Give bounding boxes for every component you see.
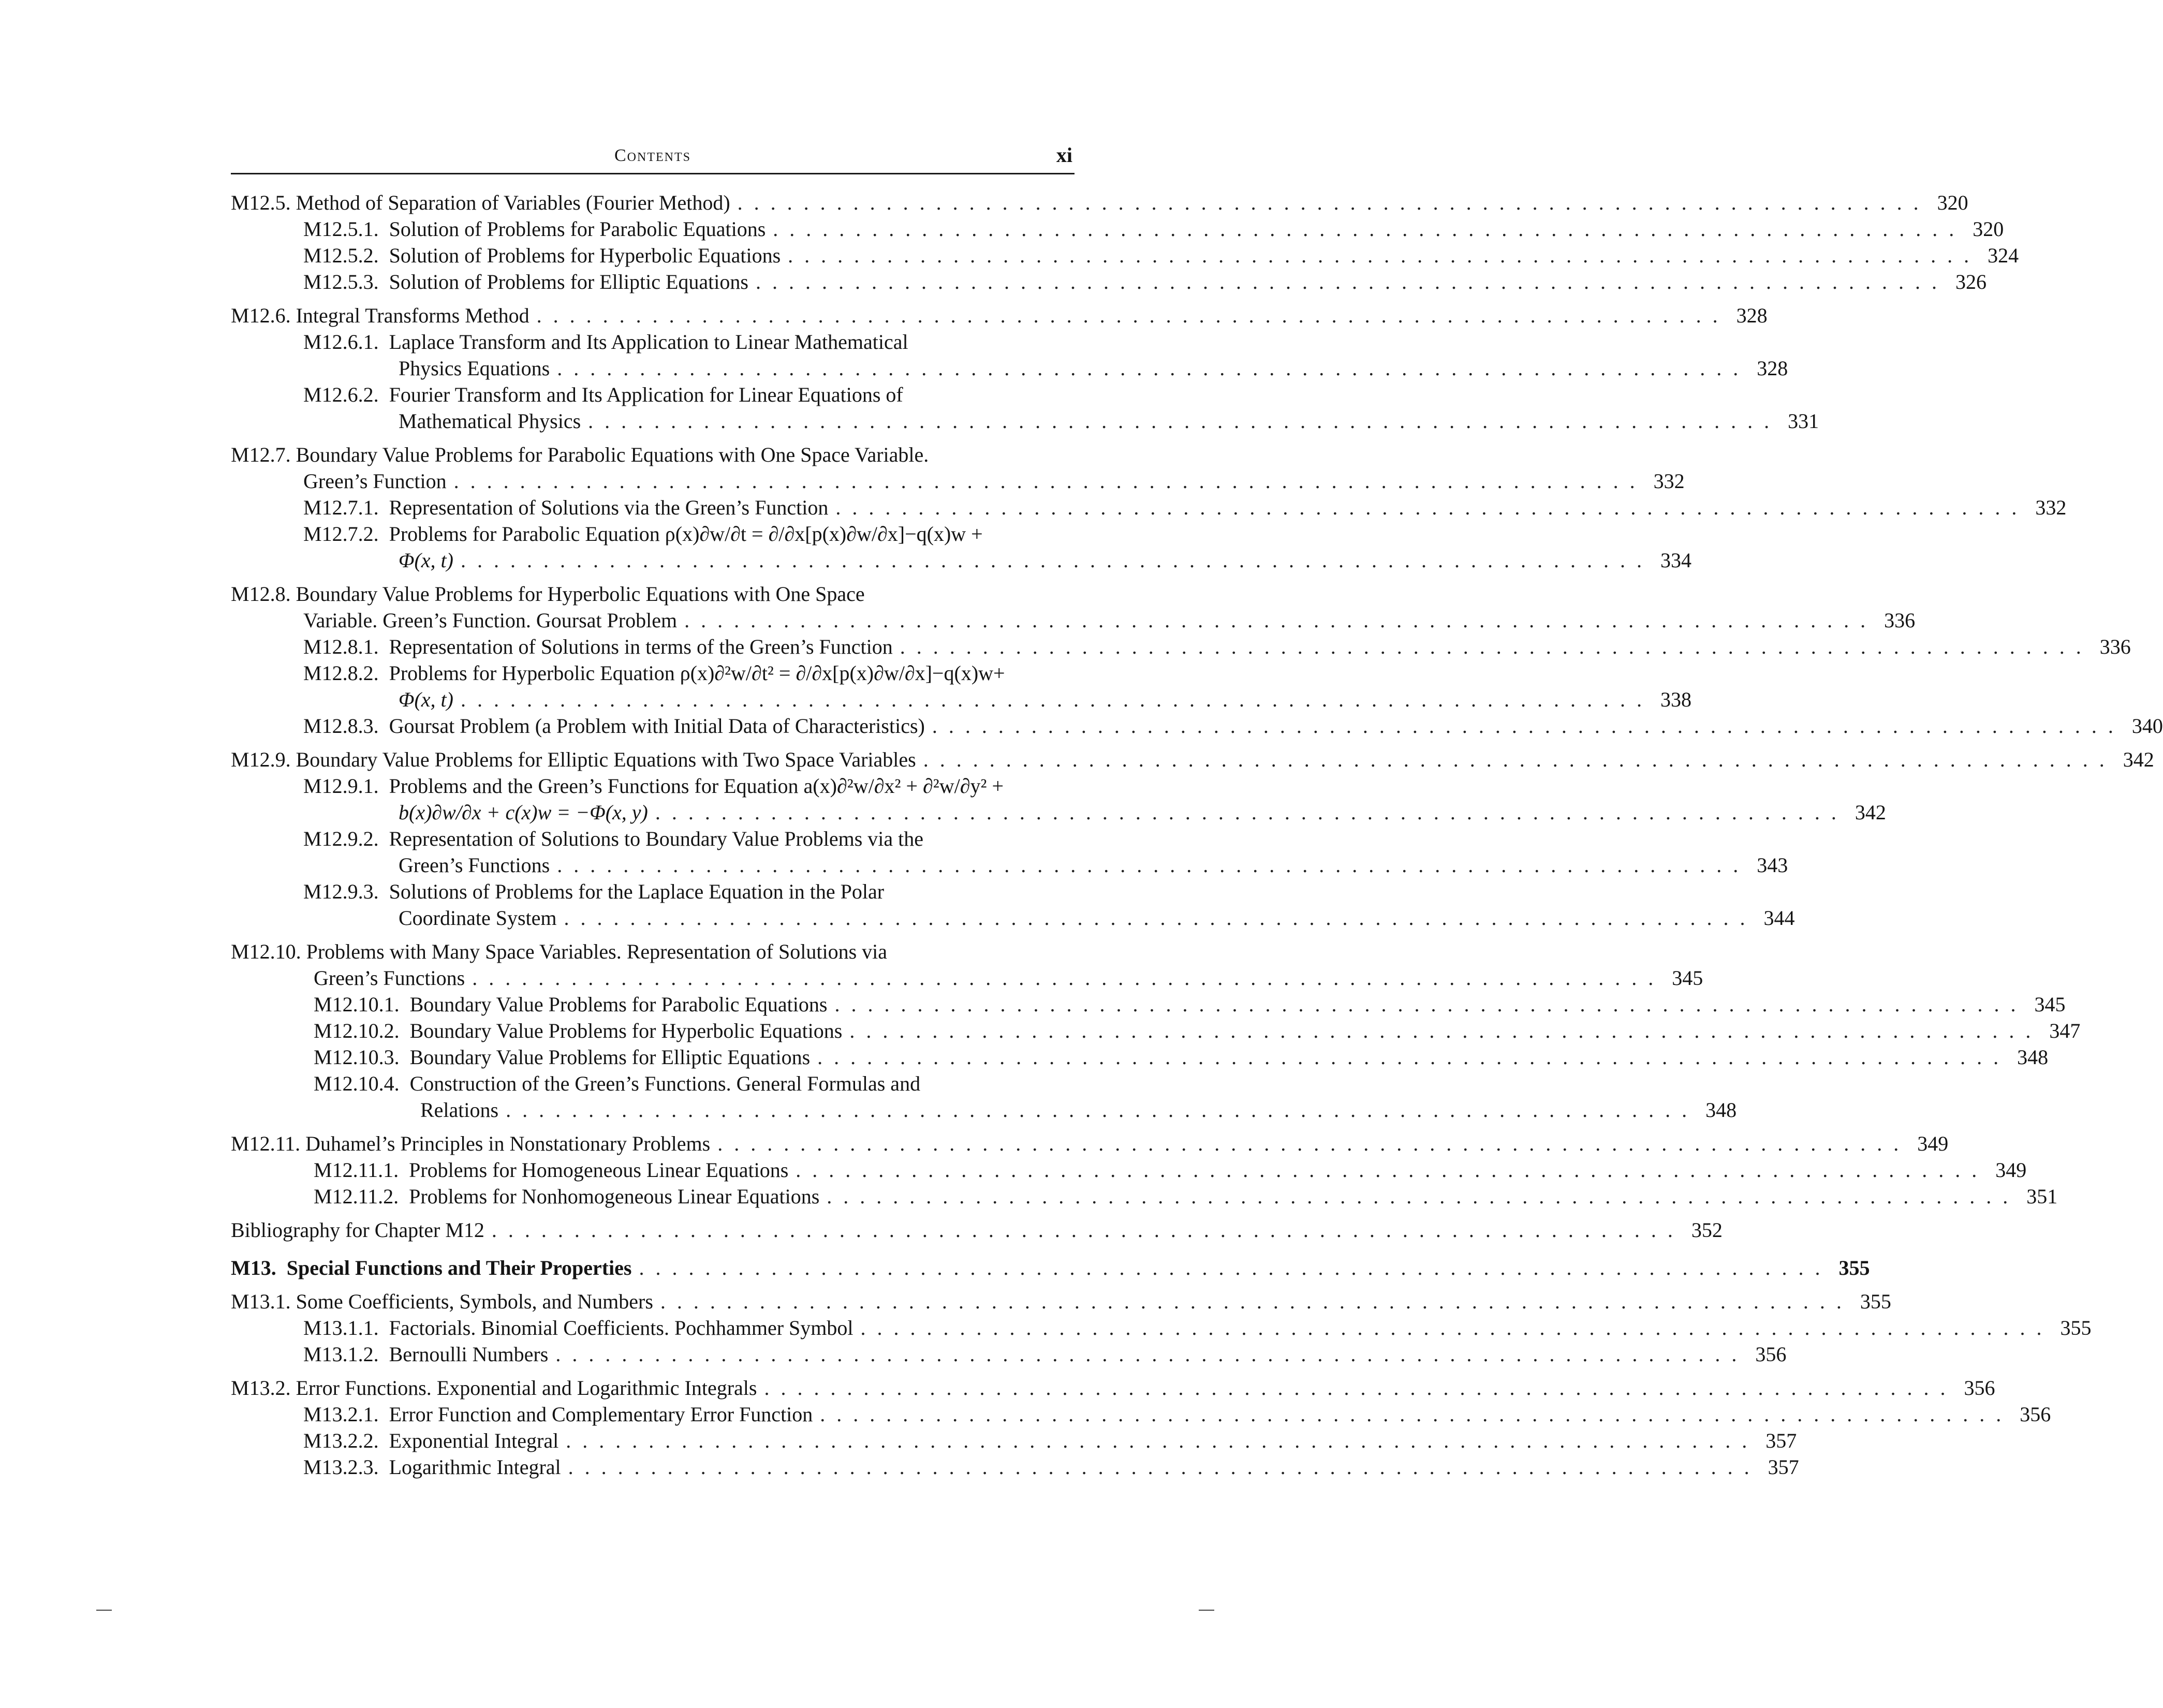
dot-leader: . . . . . . . . . . . . . . . . . . . . . . . . . . . . . . . . . . . . . . . . . . . . . . . . . . . . . . . . . . . . . . . . . . . . . . . . bbox=[755, 270, 1940, 293]
toc-entry-subsection[interactable] bbox=[231, 1341, 1787, 1367]
dot-leader: . . . . . . . . . . . . . . . . . . . . . . . . . . . . . . . . . . . . . . . . . . . . . . . . . . . . . . . . . . . . . . . . . . . . . . . . bbox=[460, 549, 1645, 572]
entry-page: 320 bbox=[1973, 217, 2004, 241]
entry-title: Special Functions and Their Properties bbox=[286, 1256, 632, 1279]
dot-leader: . . . . . . . . . . . . . . . . . . . . . . . . . . . . . . . . . . . . . . . . . . . . . . . . . . . . . . . . . . . . . . . . . . . . . . . . bbox=[588, 409, 1773, 433]
dot-leader: . . . . . . . . . . . . . . . . . . . . . . . . . . . . . . . . . . . . . . . . . . . . . . . . . . . . . . . . . . . . . . . . . . . . . . . . bbox=[566, 1429, 1750, 1452]
dot-leader: . . . . . . . . . . . . . . . . . . . . . . . . . . . . . . . . . . . . . . . . . . . . . . . . . . . . . . . . . . . . . . . . . . . . . . . . bbox=[472, 966, 1657, 990]
toc-entry-section[interactable] bbox=[231, 441, 1685, 494]
entry-page: 336 bbox=[1884, 609, 1916, 632]
entry-title: Solutions of Problems for the Laplace Equation in the Polar bbox=[389, 880, 885, 903]
entry-title: Boundary Value Problems for Hyperbolic Equations with One Space bbox=[296, 582, 865, 606]
entry-title: Bibliography for Chapter M12 bbox=[231, 1218, 484, 1242]
entry-page: 338 bbox=[1660, 688, 1691, 711]
entry-number: M13.2.1. bbox=[303, 1403, 379, 1426]
dot-leader: . . . . . . . . . . . . . . . . . . . . . . . . . . . . . . . . . . . . . . . . . . . . . . . . . . . . . . . . . . . . . . . . . . . . . . . . bbox=[834, 993, 2019, 1016]
entry-number: M12.8. bbox=[231, 582, 291, 606]
entry-page: 355 bbox=[2060, 1316, 2092, 1339]
entry-number: M12.8.2. bbox=[303, 661, 379, 685]
entry-number: M12.7.1. bbox=[303, 496, 379, 519]
dot-leader: . . . . . . . . . . . . . . . . . . . . . . . . . . . . . . . . . . . . . . . . . . . . . . . . . . . . . . . . . . . . . . . . . . . . . . . . bbox=[660, 1290, 1845, 1313]
entry-page: 345 bbox=[2034, 993, 2066, 1016]
entry-title: Logarithmic Integral bbox=[389, 1455, 561, 1479]
toc-entry-subsection[interactable] bbox=[231, 773, 1886, 826]
entry-page: 355 bbox=[1838, 1256, 1870, 1279]
entry-title: Goursat Problem (a Problem with Initial Data of Characteristics) bbox=[389, 714, 925, 738]
toc-entry-subsection[interactable] bbox=[231, 1018, 2081, 1044]
entry-title-continued: Physics Equations bbox=[399, 357, 550, 380]
toc-entry-subsection[interactable] bbox=[231, 521, 1691, 573]
dot-leader: . . . . . . . . . . . . . . . . . . . . . . . . . . . . . . . . . . . . . . . . . . . . . . . . . . . . . . . . . . . . . . . . . . . . . . . . bbox=[557, 357, 1742, 380]
table-of-contents bbox=[231, 189, 2163, 1480]
dot-leader: . . . . . . . . . . . . . . . . . . . . . . . . . . . . . . . . . . . . . . . . . . . . . . . . . . . . . . . . . . . . . . . . . . . . . . . . bbox=[460, 688, 1645, 711]
entry-title: Boundary Value Problems for Parabolic Equations bbox=[409, 993, 828, 1016]
dot-leader: . . . . . . . . . . . . . . . . . . . . . . . . . . . . . . . . . . . . . . . . . . . . . . . . . . . . . . . . . . . . . . . . . . . . . . . . bbox=[923, 748, 2108, 771]
dot-leader: . . . . . . . . . . . . . . . . . . . . . . . . . . . . . . . . . . . . . . . . . . . . . . . . . . . . . . . . . . . . . . . . . . . . . . . . bbox=[835, 496, 2020, 519]
toc-entry-subsection[interactable] bbox=[231, 878, 1795, 931]
entry-page: 343 bbox=[1757, 853, 1788, 877]
toc-entry-subsection[interactable] bbox=[231, 1401, 2051, 1427]
entry-page: 332 bbox=[2035, 496, 2067, 519]
entry-number: M12.9.1. bbox=[303, 774, 379, 798]
entry-page: 357 bbox=[1768, 1455, 1799, 1479]
entry-number: M12.6.2. bbox=[303, 383, 379, 406]
entry-number: M12.11. bbox=[231, 1132, 301, 1155]
toc-entry-subsection[interactable] bbox=[231, 826, 1788, 878]
entry-number: M12.5.2. bbox=[303, 244, 379, 267]
toc-entry-subsection[interactable] bbox=[231, 1427, 1797, 1454]
entry-title: Solution of Problems for Elliptic Equations bbox=[389, 270, 748, 293]
dot-leader: . . . . . . . . . . . . . . . . . . . . . . . . . . . . . . . . . . . . . . . . . . . . . . . . . . . . . . . . . . . . . . . . . . . . . . . . bbox=[536, 304, 1721, 327]
toc-entry-subsection[interactable] bbox=[231, 216, 2004, 242]
entry-page: 357 bbox=[1765, 1429, 1797, 1452]
running-head-title: Contents bbox=[614, 146, 691, 165]
entry-title: Exponential Integral bbox=[389, 1429, 559, 1452]
dot-leader: . . . . . . . . . . . . . . . . . . . . . . . . . . . . . . . . . . . . . . . . . . . . . . . . . . . . . . . . . . . . . . . . . . . . . . . . bbox=[817, 1046, 2002, 1069]
entry-title: Fourier Transform and Its Application for Linear Equations of bbox=[389, 383, 903, 406]
entry-number: M12.9. bbox=[231, 748, 291, 771]
dot-leader: . . . . . . . . . . . . . . . . . . . . . . . . . . . . . . . . . . . . . . . . . . . . . . . . . . . . . . . . . . . . . . . . . . . . . . . . bbox=[764, 1376, 1949, 1400]
entry-title: Representation of Solutions in terms of the Green’s Function bbox=[389, 635, 893, 658]
entry-title: Problems for Nonhomogeneous Linear Equations bbox=[409, 1185, 820, 1208]
dot-leader: . . . . . . . . . . . . . . . . . . . . . . . . . . . . . . . . . . . . . . . . . . . . . . . . . . . . . . . . . . . . . . . . . . . . . . . . bbox=[639, 1256, 1823, 1279]
entry-number: M12.6. bbox=[231, 304, 291, 327]
toc-entry-subsection[interactable] bbox=[231, 242, 2019, 269]
toc-entry-chapter[interactable] bbox=[231, 1255, 1870, 1281]
dot-leader: . . . . . . . . . . . . . . . . . . . . . . . . . . . . . . . . . . . . . . . . . . . . . . . . . . . . . . . . . . . . . . . . . . . . . . . . bbox=[491, 1218, 1676, 1242]
entry-title: Boundary Value Problems for Elliptic Equations with Two Space Variables bbox=[296, 748, 916, 771]
dot-leader: . . . . . . . . . . . . . . . . . . . . . . . . . . . . . . . . . . . . . . . . . . . . . . . . . . . . . . . . . . . . . . . . . . . . . . . . bbox=[506, 1098, 1690, 1122]
toc-entry-subsection[interactable] bbox=[231, 1315, 2092, 1341]
entry-number: M12.10.2. bbox=[314, 1019, 400, 1042]
crop-mark-right bbox=[1199, 1610, 1214, 1611]
entry-title: Error Function and Complementary Error Function bbox=[389, 1403, 813, 1426]
toc-entry-section[interactable] bbox=[231, 302, 1768, 329]
entry-title-continued: Coordinate System bbox=[399, 906, 557, 930]
entry-page: 336 bbox=[2099, 635, 2131, 658]
entry-title: Boundary Value Problems for Parabolic Equations with One Space Variable. bbox=[296, 443, 929, 466]
entry-page: 320 bbox=[1937, 191, 1968, 214]
toc-entry-section[interactable] bbox=[231, 1288, 1891, 1315]
crop-mark-left bbox=[96, 1610, 112, 1611]
entry-number: M13.2.3. bbox=[303, 1455, 379, 1479]
entry-number: M13. bbox=[231, 1256, 276, 1279]
entry-page: 342 bbox=[1855, 801, 1886, 824]
toc-entry-subsection[interactable] bbox=[231, 269, 1987, 295]
entry-title: Error Functions. Exponential and Logarithmic Integrals bbox=[296, 1376, 757, 1400]
entry-number: M12.5. bbox=[231, 191, 291, 214]
entry-number: M12.6.1. bbox=[303, 330, 379, 354]
entry-title: Duhamel’s Principles in Nonstationary Problems bbox=[305, 1132, 711, 1155]
toc-entry-section[interactable] bbox=[231, 189, 1968, 216]
toc-entry-subsection[interactable] bbox=[231, 494, 2067, 521]
entry-number: M12.7. bbox=[231, 443, 291, 466]
toc-entry-section[interactable] bbox=[231, 581, 1916, 634]
entry-page: 349 bbox=[1917, 1132, 1949, 1155]
entry-number: M12.5.1. bbox=[303, 217, 379, 241]
toc-entry-subsection[interactable] bbox=[231, 1183, 2058, 1210]
dot-leader: . . . . . . . . . . . . . . . . . . . . . . . . . . . . . . . . . . . . . . . . . . . . . . . . . . . . . . . . . . . . . . . . . . . . . . . . bbox=[557, 853, 1742, 877]
page-header bbox=[231, 140, 1075, 174]
entry-title: Problems for Hyperbolic Equation ρ(x)∂²w/∂t² = ∂/∂x[p(x)∂w/∂x]−q(x)w+ bbox=[389, 661, 1005, 685]
toc-entry-bibliography[interactable] bbox=[231, 1217, 1723, 1243]
entry-title-continued: Mathematical Physics bbox=[399, 409, 581, 433]
entry-page: 334 bbox=[1660, 549, 1691, 572]
toc-entry-subsection[interactable] bbox=[231, 991, 2066, 1018]
toc-entry-section[interactable] bbox=[231, 938, 1703, 991]
entry-title-continued: Green’s Function bbox=[303, 469, 447, 493]
entry-title: Boundary Value Problems for Hyperbolic Equations bbox=[409, 1019, 843, 1042]
entry-page: 340 bbox=[2131, 714, 2163, 738]
entry-number: M12.10.3. bbox=[314, 1046, 400, 1069]
entry-title-continued: Φ(x, t) bbox=[399, 688, 453, 711]
entry-number: M13.2.2. bbox=[303, 1429, 379, 1452]
dot-leader: . . . . . . . . . . . . . . . . . . . . . . . . . . . . . . . . . . . . . . . . . . . . . . . . . . . . . . . . . . . . . . . . . . . . . . . . bbox=[932, 714, 2116, 738]
entry-title-continued: Variable. Green’s Function. Goursat Problem bbox=[303, 609, 678, 632]
entry-page: 355 bbox=[1860, 1290, 1891, 1313]
entry-number: M13.1. bbox=[231, 1290, 291, 1313]
entry-title: Problems for Homogeneous Linear Equations bbox=[409, 1158, 789, 1182]
entry-title: Boundary Value Problems for Elliptic Equations bbox=[409, 1046, 811, 1069]
toc-entry-subsection[interactable] bbox=[231, 329, 1788, 381]
entry-title: Solution of Problems for Parabolic Equations bbox=[389, 217, 766, 241]
entry-title-continued: Φ(x, t) bbox=[399, 549, 453, 572]
entry-title: Method of Separation of Variables (Fourier Method) bbox=[296, 191, 730, 214]
entry-number: M12.8.1. bbox=[303, 635, 379, 658]
entry-title: Problems for Parabolic Equation ρ(x)∂w/∂t = ∂/∂x[p(x)∂w/∂x]−q(x)w + bbox=[389, 522, 983, 546]
toc-entry-subsection[interactable] bbox=[231, 713, 2163, 739]
dot-leader: . . . . . . . . . . . . . . . . . . . . . . . . . . . . . . . . . . . . . . . . . . . . . . . . . . . . . . . . . . . . . . . . . . . . . . . . bbox=[820, 1403, 2005, 1426]
dot-leader: . . . . . . . . . . . . . . . . . . . . . . . . . . . . . . . . . . . . . . . . . . . . . . . . . . . . . . . . . . . . . . . . . . . . . . . . bbox=[655, 801, 1840, 824]
entry-number: M13.1.1. bbox=[303, 1316, 379, 1339]
entry-number: M12.10. bbox=[231, 940, 301, 963]
entry-page: 332 bbox=[1653, 469, 1685, 493]
entry-title: Representation of Solutions to Boundary Value Problems via the bbox=[389, 827, 924, 850]
entry-number: M13.2. bbox=[231, 1376, 291, 1400]
dot-leader: . . . . . . . . . . . . . . . . . . . . . . . . . . . . . . . . . . . . . . . . . . . . . . . . . . . . . . . . . . . . . . . . . . . . . . . . bbox=[564, 906, 1748, 930]
toc-entry-subsection[interactable] bbox=[231, 1044, 2049, 1070]
entry-number: M12.7.2. bbox=[303, 522, 379, 546]
entry-title: Bernoulli Numbers bbox=[389, 1343, 549, 1366]
dot-leader: . . . . . . . . . . . . . . . . . . . . . . . . . . . . . . . . . . . . . . . . . . . . . . . . . . . . . . . . . . . . . . . . . . . . . . . . bbox=[900, 635, 2084, 658]
entry-title: Integral Transforms Method bbox=[296, 304, 529, 327]
entry-title: Factorials. Binomial Coefficients. Pochhammer Symbol bbox=[389, 1316, 854, 1339]
entry-title: Solution of Problems for Hyperbolic Equations bbox=[389, 244, 781, 267]
dot-leader: . . . . . . . . . . . . . . . . . . . . . . . . . . . . . . . . . . . . . . . . . . . . . . . . . . . . . . . . . . . . . . . . . . . . . . . . bbox=[684, 609, 1869, 632]
entry-number: M12.9.2. bbox=[303, 827, 379, 850]
toc-entry-subsection[interactable] bbox=[231, 381, 1819, 434]
entry-title: Construction of the Green’s Functions. General Formulas and bbox=[409, 1072, 921, 1095]
entry-page: 342 bbox=[2123, 748, 2154, 771]
dot-leader: . . . . . . . . . . . . . . . . . . . . . . . . . . . . . . . . . . . . . . . . . . . . . . . . . . . . . . . . . . . . . . . . . . . . . . . . bbox=[796, 1158, 1980, 1182]
toc-entry-section[interactable] bbox=[231, 746, 2154, 773]
entry-number: M12.10.4. bbox=[314, 1072, 400, 1095]
entry-page: 351 bbox=[2026, 1185, 2058, 1208]
dot-leader: . . . . . . . . . . . . . . . . . . . . . . . . . . . . . . . . . . . . . . . . . . . . . . . . . . . . . . . . . . . . . . . . . . . . . . . . bbox=[717, 1132, 1902, 1155]
page-number: xi bbox=[1056, 143, 1072, 167]
entry-number: M12.9.3. bbox=[303, 880, 379, 903]
entry-number: M13.1.2. bbox=[303, 1343, 379, 1366]
entry-title-continued: Green’s Functions bbox=[314, 966, 465, 990]
entry-page: 326 bbox=[1955, 270, 1987, 293]
entry-number: M12.5.3. bbox=[303, 270, 379, 293]
toc-entry-subsection[interactable] bbox=[231, 634, 2131, 660]
dot-leader: . . . . . . . . . . . . . . . . . . . . . . . . . . . . . . . . . . . . . . . . . . . . . . . . . . . . . . . . . . . . . . . . . . . . . . . . bbox=[555, 1343, 1740, 1366]
entry-page: 349 bbox=[1995, 1158, 2027, 1182]
entry-title: Problems with Many Space Variables. Representation of Solutions via bbox=[306, 940, 887, 963]
entry-page: 331 bbox=[1788, 409, 1819, 433]
toc-entry-subsection[interactable] bbox=[231, 1157, 2027, 1183]
entry-title-continued: b(x)∂w/∂x + c(x)w = −Φ(x, y) bbox=[399, 801, 648, 824]
entry-page: 352 bbox=[1691, 1218, 1723, 1242]
entry-page: 356 bbox=[1964, 1376, 1995, 1400]
entry-title: Problems and the Green’s Functions for Equation a(x)∂²w/∂x² + ∂²w/∂y² + bbox=[389, 774, 1004, 798]
toc-entry-section[interactable] bbox=[231, 1375, 1995, 1401]
dot-leader: . . . . . . . . . . . . . . . . . . . . . . . . . . . . . . . . . . . . . . . . . . . . . . . . . . . . . . . . . . . . . . . . . . . . . . . . bbox=[860, 1316, 2045, 1339]
entry-title: Laplace Transform and Its Application to Linear Mathematical bbox=[389, 330, 908, 354]
dot-leader: . . . . . . . . . . . . . . . . . . . . . . . . . . . . . . . . . . . . . . . . . . . . . . . . . . . . . . . . . . . . . . . . . . . . . . . . bbox=[453, 469, 1638, 493]
toc-entry-section[interactable] bbox=[231, 1130, 1949, 1157]
entry-page: 356 bbox=[2020, 1403, 2051, 1426]
entry-number: M12.11.1. bbox=[314, 1158, 399, 1182]
dot-leader: . . . . . . . . . . . . . . . . . . . . . . . . . . . . . . . . . . . . . . . . . . . . . . . . . . . . . . . . . . . . . . . . . . . . . . . . bbox=[849, 1019, 2034, 1042]
toc-entry-subsection[interactable] bbox=[231, 1454, 1799, 1480]
entry-number: M12.8.3. bbox=[303, 714, 379, 738]
entry-title: Some Coefficients, Symbols, and Numbers bbox=[296, 1290, 653, 1313]
dot-leader: . . . . . . . . . . . . . . . . . . . . . . . . . . . . . . . . . . . . . . . . . . . . . . . . . . . . . . . . . . . . . . . . . . . . . . . . bbox=[788, 244, 1973, 267]
toc-entry-subsection[interactable] bbox=[231, 1070, 1737, 1123]
entry-title-continued: Green’s Functions bbox=[399, 853, 550, 877]
entry-page: 344 bbox=[1763, 906, 1795, 930]
toc-entry-subsection[interactable] bbox=[231, 660, 1691, 713]
entry-number: M12.11.2. bbox=[314, 1185, 399, 1208]
entry-number: M12.10.1. bbox=[314, 993, 400, 1016]
entry-page: 348 bbox=[1705, 1098, 1737, 1122]
entry-page: 328 bbox=[1757, 357, 1788, 380]
entry-page: 356 bbox=[1755, 1343, 1787, 1366]
dot-leader: . . . . . . . . . . . . . . . . . . . . . . . . . . . . . . . . . . . . . . . . . . . . . . . . . . . . . . . . . . . . . . . . . . . . . . . . bbox=[827, 1185, 2011, 1208]
entry-page: 347 bbox=[2049, 1019, 2081, 1042]
dot-leader: . . . . . . . . . . . . . . . . . . . . . . . . . . . . . . . . . . . . . . . . . . . . . . . . . . . . . . . . . . . . . . . . . . . . . . . . bbox=[737, 191, 1922, 214]
entry-page: 324 bbox=[1988, 244, 2019, 267]
dot-leader: . . . . . . . . . . . . . . . . . . . . . . . . . . . . . . . . . . . . . . . . . . . . . . . . . . . . . . . . . . . . . . . . . . . . . . . . bbox=[568, 1455, 1753, 1479]
entry-page: 328 bbox=[1736, 304, 1768, 327]
entry-page: 348 bbox=[2017, 1046, 2049, 1069]
entry-title-continued: Relations bbox=[420, 1098, 499, 1122]
entry-page: 345 bbox=[1672, 966, 1703, 990]
entry-title: Representation of Solutions via the Green’s Function bbox=[389, 496, 829, 519]
dot-leader: . . . . . . . . . . . . . . . . . . . . . . . . . . . . . . . . . . . . . . . . . . . . . . . . . . . . . . . . . . . . . . . . . . . . . . . . bbox=[773, 217, 1958, 241]
